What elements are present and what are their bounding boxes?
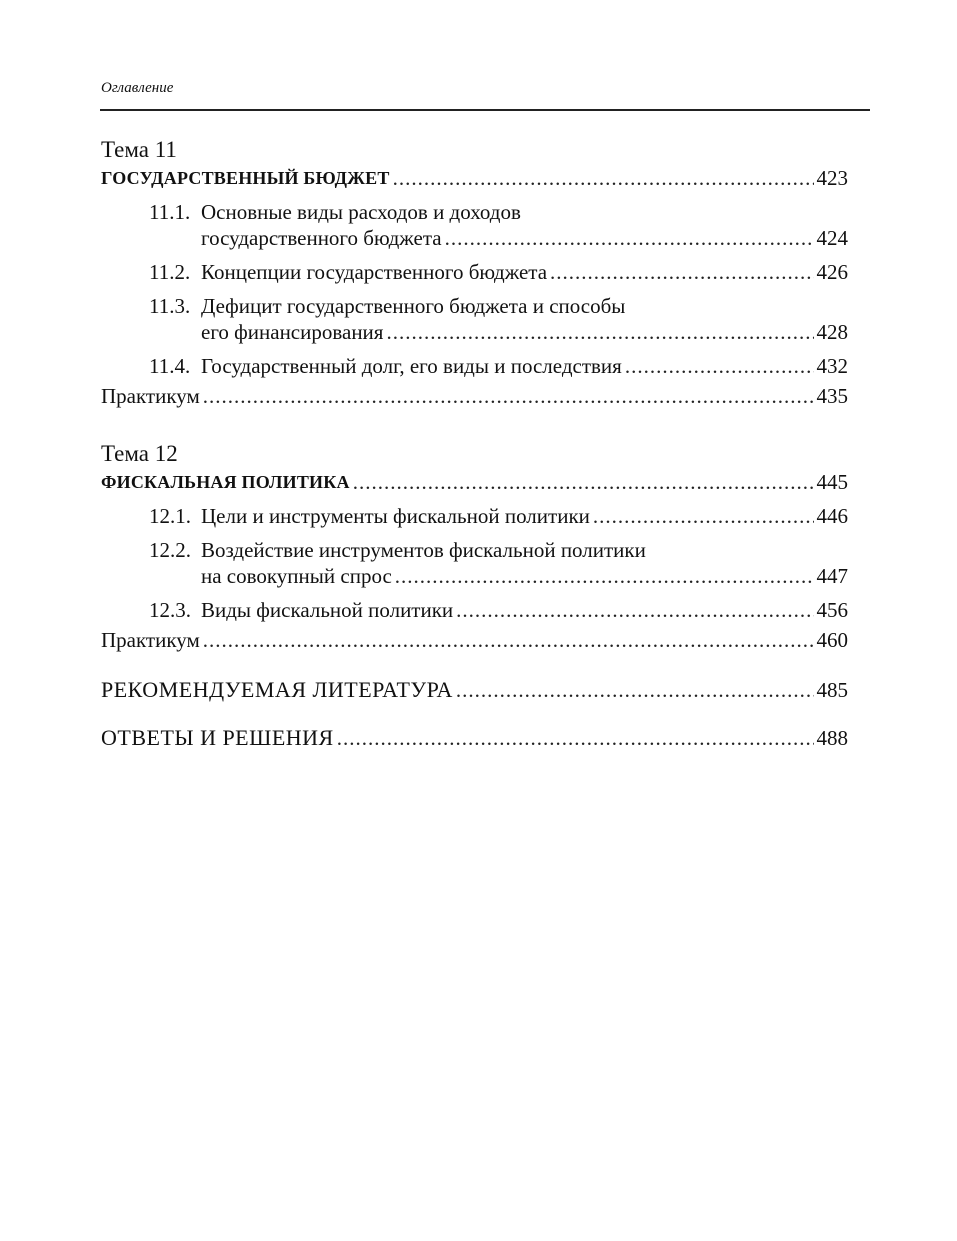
section-11-2 <box>101 259 848 285</box>
section-page: 426 <box>816 260 848 284</box>
chapter-11-title: ГОСУДАРСТВЕННЫЙ БЮДЖЕТ <box>101 168 390 188</box>
references-title: РЕКОМЕНДУЕМАЯ ЛИТЕРАТУРА <box>101 677 453 702</box>
dot-leader <box>395 563 814 589</box>
dot-leader <box>393 165 814 191</box>
section-number: 12.1. <box>149 504 191 528</box>
section-12-1 <box>101 503 848 529</box>
section-title: Концепции государственного бюджета <box>201 260 548 284</box>
dot-leader <box>353 469 814 495</box>
dot-leader <box>445 225 814 251</box>
practicum-11-entry <box>101 383 848 409</box>
dot-leader <box>593 503 814 529</box>
practicum-title: Практикум <box>101 628 200 652</box>
practicum-title: Практикум <box>101 384 200 408</box>
practicum-page: 435 <box>816 384 848 408</box>
section-12-3 <box>101 597 848 623</box>
chapter-11-entry <box>101 165 848 191</box>
section-12-2 <box>101 537 848 589</box>
section-title: Цели и инструменты фискальной политики <box>201 504 590 528</box>
dot-leader <box>456 677 814 703</box>
section-page: 424 <box>816 226 848 250</box>
section-page: 456 <box>816 598 848 622</box>
section-11-1 <box>101 199 848 251</box>
table-of-contents <box>101 135 848 751</box>
practicum-12-entry <box>101 627 848 653</box>
dot-leader <box>203 627 814 653</box>
references-entry <box>101 677 848 703</box>
section-title: Виды фискальной политики <box>201 598 454 622</box>
section-title-line2: государственного бюджета <box>201 226 442 250</box>
chapter-12-page: 445 <box>816 470 848 494</box>
header-rule <box>100 109 870 111</box>
dot-leader <box>625 353 814 379</box>
section-number: 12.3. <box>149 598 191 622</box>
dot-leader <box>456 597 813 623</box>
dot-leader <box>386 319 813 345</box>
section-title-line1: Дефицит государственного бюджета и способы <box>201 294 626 318</box>
section-page: 432 <box>816 354 848 378</box>
practicum-page: 460 <box>816 628 848 652</box>
chapter-12-entry <box>101 469 848 495</box>
section-page: 446 <box>816 504 848 528</box>
topic-11-label: Тема 11 <box>101 137 177 162</box>
section-title-line1: Воздействие инструментов фискальной политики <box>201 538 646 562</box>
chapter-11-page: 423 <box>816 166 848 190</box>
section-title: Государственный долг, его виды и последствия <box>201 354 622 378</box>
section-page: 428 <box>816 320 848 344</box>
running-title: Оглавление <box>101 80 174 96</box>
section-page: 447 <box>816 564 848 588</box>
section-11-3 <box>101 293 848 345</box>
section-title-line2: на совокупный спрос <box>201 564 392 588</box>
topic-12-label: Тема 12 <box>101 441 178 466</box>
dot-leader <box>203 383 814 409</box>
dot-leader <box>550 259 813 285</box>
answers-title: ОТВЕТЫ И РЕШЕНИЯ <box>101 725 334 750</box>
references-page: 485 <box>816 678 848 702</box>
section-number: 11.4. <box>149 354 191 378</box>
chapter-12-title: ФИСКАЛЬНАЯ ПОЛИТИКА <box>101 472 350 492</box>
section-title-line1: Основные виды расходов и доходов <box>201 200 521 224</box>
section-11-4 <box>101 353 848 379</box>
dot-leader <box>337 725 814 751</box>
section-title-line2: его финансирования <box>201 320 384 344</box>
section-number: 11.2. <box>149 260 191 284</box>
section-number: 11.1. <box>149 200 191 224</box>
section-number: 12.2. <box>149 538 191 562</box>
section-number: 11.3. <box>149 294 191 318</box>
answers-page: 488 <box>816 726 848 750</box>
answers-entry <box>101 725 848 751</box>
